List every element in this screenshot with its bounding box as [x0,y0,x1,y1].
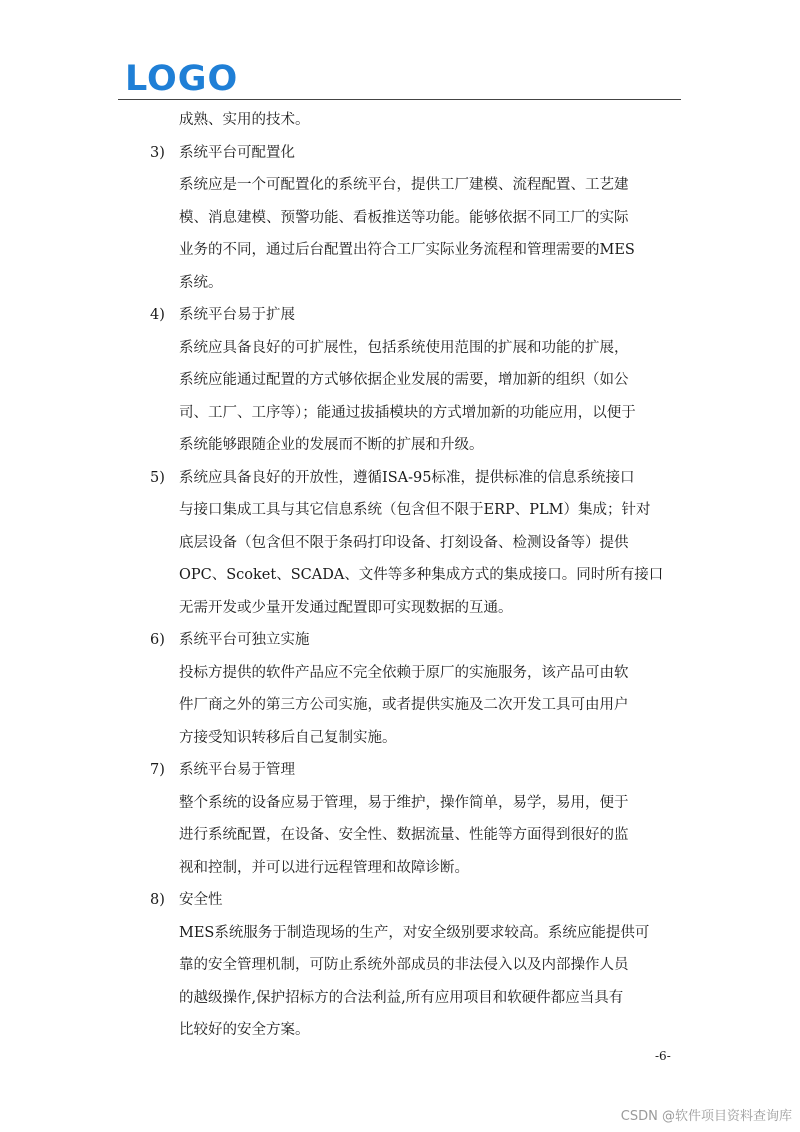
watermark: CSDN @软件项目资料查询库 [620,1109,792,1124]
paragraph-line: 系统应能通过配置的方式够依据企业发展的需要，增加新的组织（如公 [179,372,629,388]
section-7 [150,754,685,884]
paragraph-line: 的越级操作,保护招标方的合法利益,所有应用项目和软硬件都应当具有 [179,989,624,1006]
section-number: 4) [150,307,165,323]
paragraph-line: 系统应具备良好的可扩展性，包括系统使用范围的扩展和功能的扩展， [179,339,629,356]
section-number: 3) [150,144,165,161]
page-number: -6- [655,1049,671,1063]
header-divider [118,99,681,100]
logo: LOGO [125,59,239,99]
paragraph-line: 系统。 [179,274,223,291]
section-title: 系统平台易于扩展 [179,307,295,323]
section-4 [150,299,685,462]
document-body [150,104,685,1047]
paragraph-line: 视和控制，并可以进行远程管理和故障诊断。 [179,859,469,876]
section-title: 系统平台易于管理 [179,762,295,778]
paragraph-line: 整个系统的设备应易于管理，易于维护，操作简单，易学，易用，便于 [179,794,629,811]
paragraph-line: 投标方提供的软件产品应不完全依赖于原厂的实施服务，该产品可由软 [179,664,629,681]
paragraph-line: 司、工厂、工序等）；能通过拔插模块的方式增加新的功能应用，以便于 [179,404,636,421]
section-number: 8) [150,892,165,908]
paragraph-line: MES系统服务于制造现场的生产，对安全级别要求较高。系统应能提供可 [179,924,650,941]
paragraph-line: 方接受知识转移后自己复制实施。 [179,729,397,746]
paragraph-line: 与接口集成工具与其它信息系统（包含但不限于ERP、PLM）集成；针对 [179,502,651,518]
section-title: 系统平台可独立实施 [179,632,310,648]
section-3 [150,137,685,300]
paragraph-line: 系统能够跟随企业的发展而不断的扩展和升级。 [179,437,484,453]
section-title: 系统应具备良好的开放性，遵循ISA-95标准，提供标准的信息系统接口 [179,469,635,486]
paragraph-line: 件厂商之外的第三方公司实施，或者提供实施及二次开发工具可由用户 [179,697,629,713]
paragraph-line: 业务的不同，通过后台配置出符合工厂实际业务流程和管理需要的MES [179,242,635,258]
intro-line: 成熟、实用的技术。 [179,112,310,128]
section-6 [150,624,685,754]
section-title: 系统平台可配置化 [179,144,295,161]
paragraph-line: 靠的安全管理机制，可防止系统外部成员的非法侵入以及内部操作人员 [179,957,629,973]
section-number: 7) [150,762,165,778]
section-number: 6) [150,632,165,648]
paragraph-line: 比较好的安全方案。 [179,1022,310,1038]
section-5 [150,462,685,625]
paragraph-line: 底层设备（包含但不限于条码打印设备、打刻设备、检测设备等）提供 [179,534,629,551]
paragraph-line: 进行系统配置，在设备、安全性、数据流量、性能等方面得到很好的监 [179,827,629,843]
section-title: 安全性 [179,892,223,908]
section-number: 5) [150,469,165,486]
paragraph-line: 模、消息建模、预警功能、看板推送等功能。能够依据不同工厂的实际 [179,209,629,226]
section-8 [150,884,685,1047]
paragraph-line: 系统应是一个可配置化的系统平台，提供工厂建模、流程配置、工艺建 [179,177,629,193]
paragraph-line: OPC、Scoket、SCADA、文件等多种集成方式的集成接口。同时所有接口 [179,567,664,583]
paragraph-line: 无需开发或少量开发通过配置即可实现数据的互通。 [179,599,513,616]
